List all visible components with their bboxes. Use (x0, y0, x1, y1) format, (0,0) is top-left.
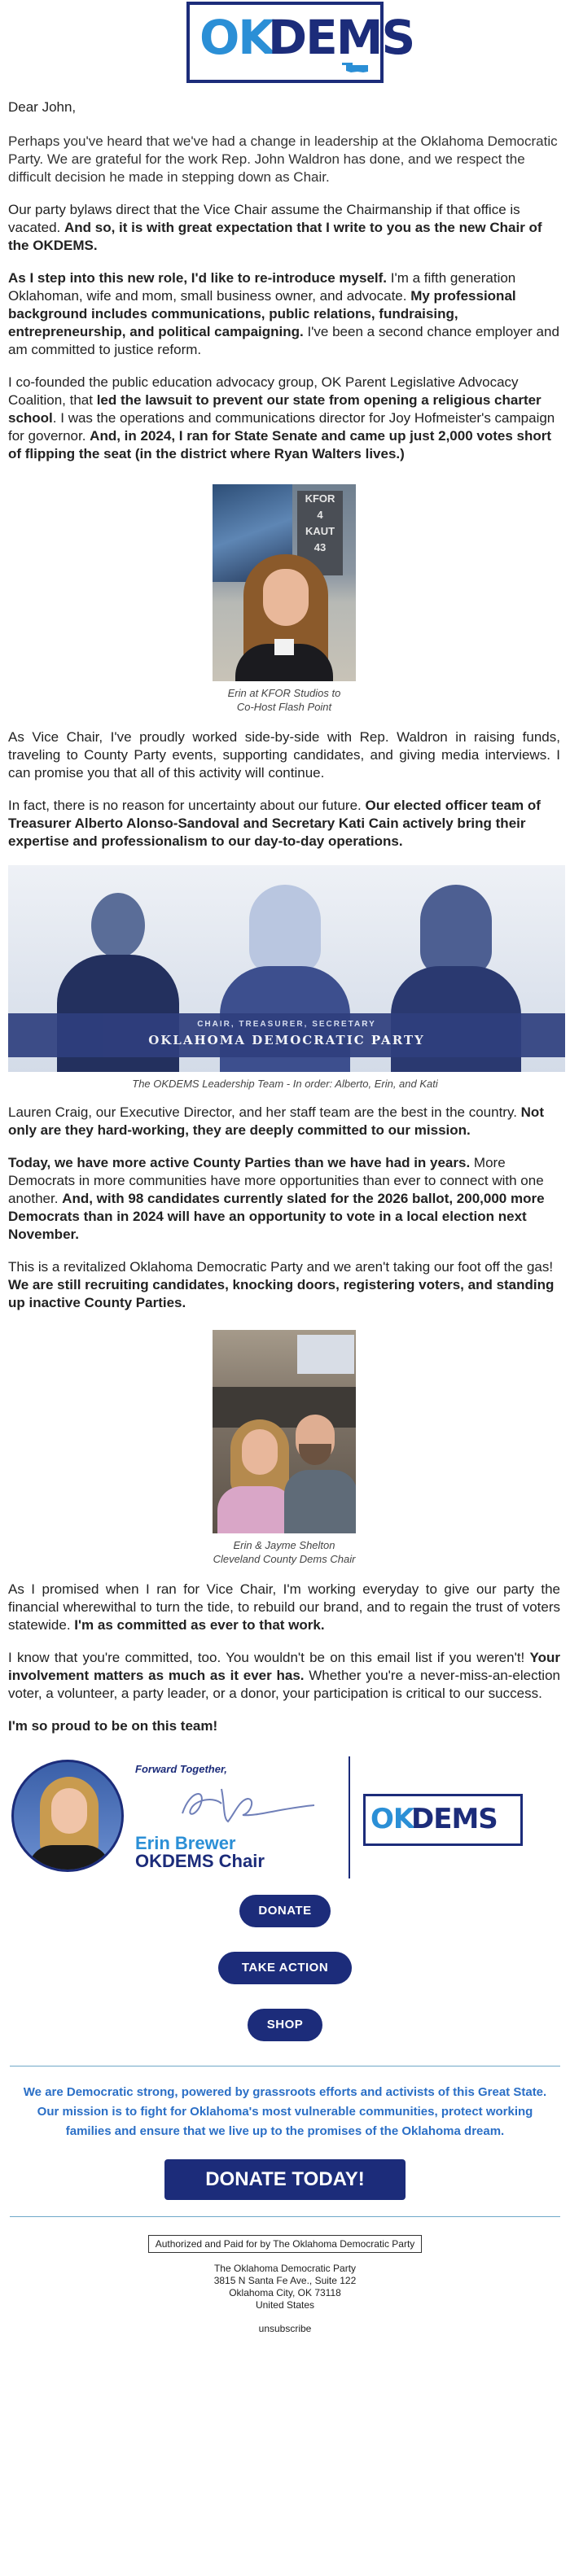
paragraph-promise (8, 1581, 560, 1634)
paragraph-vice-chair: As Vice Chair, I've proudly worked side-by-side with Rep. Waldron in raising funds, traveling to County Party events, supporting candidates, and giving media interviews. I can promise you that all of this activity will continue. (8, 729, 560, 781)
donate-today-row (0, 2159, 570, 2200)
paragraph-revitalized (8, 1258, 560, 1312)
caption-line: Co-Host Flash Point (236, 701, 332, 713)
paragraph-involvement (8, 1649, 560, 1703)
county-bold: Today, we have more active County Parties than we have had in years. (8, 1155, 471, 1170)
involvement-text: I know that you're committed, too. You wouldn't be on this email list if you weren't! (8, 1650, 530, 1665)
handwritten-signature (174, 1781, 321, 1830)
involvement-bold: Your involvement matters as much as it ever has. (8, 1650, 560, 1683)
address-org: The Oklahoma Democratic Party (213, 2263, 357, 2274)
revitalized-text: This is a revitalized Oklahoma Democratic Party and we aren't taking our foot off the gas! (8, 1259, 554, 1275)
presentation-screen (297, 1335, 354, 1374)
logo-ok-text: OK (200, 10, 274, 65)
okdems-signature-logo (363, 1794, 523, 1846)
paid-for-notice: Authorized and Paid for by The Oklahoma Democratic Party (148, 2235, 423, 2253)
paragraph-county-parties (8, 1154, 560, 1244)
avatar-body (28, 1845, 110, 1872)
shelton-photo-caption (8, 1538, 560, 1566)
team-photo-banner (8, 1013, 565, 1057)
mailing-address (0, 2263, 570, 2311)
jayme-beard (299, 1444, 331, 1465)
cofounded-text: I co-founded the public education advocacy group, OK Parent Legislative Advocacy Coalition, that (8, 374, 519, 408)
caption-line: Erin & Jayme Shelton (233, 1539, 335, 1551)
staff-text: Lauren Craig, our Executive Director, and her staff team are the best in the country. (8, 1104, 521, 1120)
campaign-text: . I was the operations and communications director for Joy Hofmeister's campaign for governor. (8, 410, 555, 444)
committed-bold: I'm as committed as ever to that work. (74, 1617, 325, 1633)
kati-head (420, 885, 492, 976)
erin-head (249, 885, 321, 974)
unsubscribe-link[interactable]: unsubscribe (258, 2323, 312, 2334)
kfor-photo-block (8, 484, 560, 714)
alberto-head (91, 893, 145, 958)
participation-text: Whether you're a never-miss-an-election voter, a volunteer, a party leader, or a donor, your participation is critical to our success. (8, 1668, 560, 1701)
paragraph-bylaws (8, 201, 560, 255)
caption-line: Cleveland County Dems Chair (213, 1553, 356, 1565)
take-action-button[interactable]: TAKE ACTION (218, 1952, 352, 1984)
erin-face (242, 1429, 278, 1475)
shelton-photo-block (8, 1330, 560, 1566)
reintroduce-bold: As I step into this new role, I'd like to re-introduce myself. (8, 270, 388, 286)
take-action-button-row (0, 1952, 570, 1984)
jayme-shirt (284, 1470, 356, 1533)
reintroduce-text: I'm a fifth generation Oklahoman, wife and mom, small business owner, and advocate. (8, 270, 516, 304)
erin-jayme-photo (213, 1330, 356, 1533)
proud-bold: I'm so proud to be on this team! (8, 1718, 218, 1734)
address-country: United States (255, 2299, 315, 2311)
staff-bold: Not only are they hard-working, they are deeply committed to our mission. (8, 1104, 544, 1138)
banner-party-name: OKLAHOMA DEMOCRATIC PARTY (148, 1033, 425, 1047)
oklahoma-state-icon (341, 62, 369, 73)
recruiting-bold: We are still recruiting candidates, knocking doors, registering voters, and standing up inactive County Parties. (8, 1277, 555, 1310)
kfor-photo-caption (8, 686, 560, 714)
paragraph-cofounded (8, 374, 560, 463)
paragraph-staff (8, 1104, 560, 1139)
portrait-face (263, 569, 309, 626)
erin-top (217, 1486, 294, 1533)
senate-bold: And, in 2024, I ran for State Senate and came up just 2,000 votes short of flipping the seat (in the district where Ryan Walters lives.) (8, 428, 552, 461)
kfor-studio-photo (213, 484, 356, 681)
divider-bottom (10, 2216, 560, 2217)
leadership-team-photo (8, 865, 565, 1072)
paragraph-leadership-change: Perhaps you've heard that we've had a change in leadership at the Oklahoma Democratic Party. We are grateful for the work Rep. John Waldron has done, and we respect the difficult decision he made in stepping down as Chair. (8, 133, 558, 185)
header (0, 0, 570, 87)
logo-dems-text: DEMS (268, 10, 414, 65)
shop-button-row (0, 2009, 570, 2041)
sign-line: KAUT (305, 525, 335, 537)
address-street: 3815 N Santa Fe Ave., Suite 122 (213, 2275, 357, 2286)
okdems-logo[interactable] (186, 2, 414, 83)
shop-button[interactable]: SHOP (248, 2009, 322, 2041)
team-photo-block (8, 865, 562, 1091)
future-text: In fact, there is no reason for uncertainty about our future. (8, 798, 366, 813)
mini-logo-ok: OK (370, 1803, 414, 1835)
signature-divider (349, 1756, 350, 1878)
address-city: Oklahoma City, OK 73118 (229, 2287, 341, 2298)
portrait-collar (274, 639, 294, 655)
mini-logo-dems: DEMS (411, 1803, 498, 1835)
avatar-face (51, 1788, 87, 1834)
crowd-background (213, 1387, 356, 1428)
sign-line: 4 (317, 509, 323, 521)
signer-title: OKDEMS Chair (135, 1851, 265, 1871)
donate-button[interactable]: DONATE (239, 1895, 331, 1927)
greeting: Dear John, (8, 99, 77, 115)
background-bold: My professional background includes communications, public relations, fundraising, entrepreneurship, and political campaigning. (8, 288, 516, 339)
paragraph-reintroduce (8, 269, 560, 359)
lawsuit-bold: led the lawsuit to prevent our state from opening a religious charter school (8, 392, 542, 426)
second-chance-text: I've been a second chance employer and am committed to justice reform. (8, 324, 559, 357)
signature-block (8, 1750, 560, 1880)
signer-name: Erin Brewer (135, 1833, 236, 1853)
candidates-bold: And, with 98 candidates currently slated for the 2026 ballot, 200,000 more Democrats than in 2024 will have an opportunity to vote in a local election next November. (8, 1191, 545, 1242)
caption-line: Erin at KFOR Studios to (227, 687, 341, 699)
sign-line: 43 (314, 541, 327, 553)
signoff-forward-together: Forward Together, (135, 1763, 227, 1775)
bylaws-bold: And so, it is with great expectation that I write to you as the new Chair of the OKDEMS. (8, 220, 542, 253)
paragraph-future (8, 797, 560, 851)
bylaws-text: Our party bylaws direct that the Vice Chair assume the Chairmanship if that office is vacated. (8, 202, 520, 235)
paid-for-row (0, 2235, 570, 2253)
banner-roles: CHAIR, TREASURER, SECRETARY (197, 1020, 376, 1029)
sign-line: KFOR (305, 492, 335, 505)
donate-button-row (0, 1895, 570, 1927)
mission-statement: We are Democratic strong, powered by grassroots efforts and activists of this Great State. Our mission is to fight for Oklahoma's most vulnerable communities, protect working families and ensure that we live up to the promises of the Oklahoma dream. (23, 2085, 547, 2138)
paragraph-proud (8, 1717, 560, 1735)
erin-avatar (11, 1760, 124, 1872)
officer-team-bold: Our elected officer team of Treasurer Alberto Alonso-Sandoval and Secretary Kati Cain actively bring their expertise and professionalism to our day-to-day operations. (8, 798, 541, 849)
promise-text: As I promised when I ran for Vice Chair, I'm working everyday to give our party the financial wherewithal to turn the tide, to rebuild our brand, and to regain the trust of voters statewide. (8, 1581, 560, 1633)
donate-today-button[interactable]: DONATE TODAY! (164, 2159, 406, 2200)
team-photo-caption: The OKDEMS Leadership Team - In order: Alberto, Erin, and Kati (132, 1078, 438, 1090)
email-body (0, 98, 570, 1880)
county-text: More Democrats in more communities have more opportunities than ever to connect with one another. (8, 1155, 544, 1206)
